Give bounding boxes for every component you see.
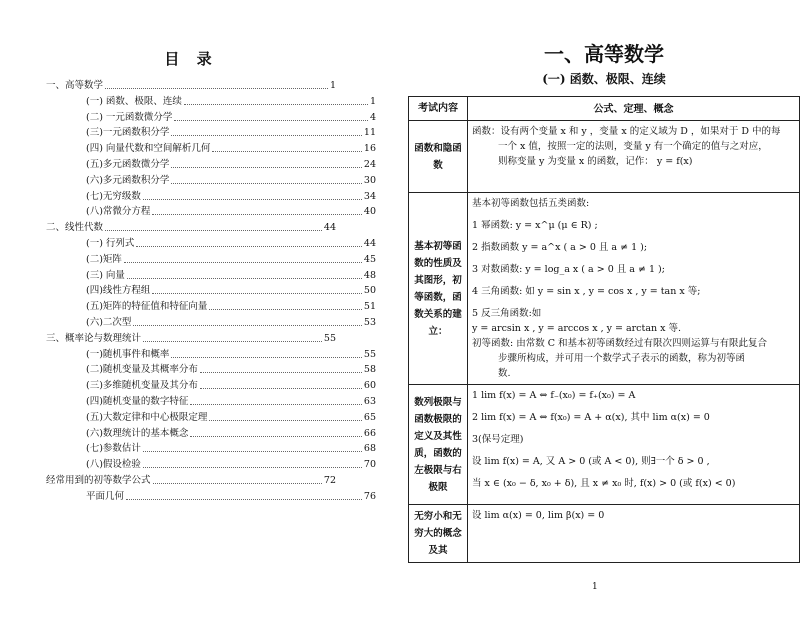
toc-entry-page: 40 — [363, 206, 376, 218]
toc-leader-dots — [190, 426, 361, 437]
formula-cell — [468, 505, 800, 563]
toc-leader-dots — [153, 473, 322, 484]
formula-cell — [468, 385, 800, 505]
toc-leader-dots — [127, 268, 362, 279]
toc-leader-dots — [143, 189, 362, 200]
toc-title: 目 录 — [164, 50, 218, 68]
toc-entry[interactable] — [46, 220, 336, 236]
toc-leader-dots — [174, 110, 368, 121]
formula-line: 设 lim α(x) = 0, lim β(x) = 0 — [472, 510, 605, 521]
toc-entry-label: (四)随机变量的数字特征 — [86, 396, 189, 407]
toc-entry-page: 1 — [369, 95, 376, 107]
toc-entry[interactable] — [46, 362, 376, 378]
table-row — [409, 193, 800, 385]
toc-entry-page: 45 — [363, 253, 376, 265]
topic-cell: 基本初等函数的性质及其图形，初等函数，函数关系的建立： — [409, 193, 468, 385]
toc-leader-dots — [133, 315, 361, 326]
formula-line: 初等函数: 由常数 C 和基本初等函数经过有限次四则运算与有限此复合 — [472, 338, 768, 349]
formula-cell — [468, 193, 800, 385]
toc-entry-label: (四)线性方程组 — [86, 285, 151, 297]
table-body — [409, 121, 800, 563]
toc-entry-page: 53 — [363, 317, 376, 328]
toc-entry-label: (八)常微分方程 — [86, 206, 151, 218]
toc-leader-dots — [200, 378, 362, 389]
toc-entry[interactable] — [46, 473, 336, 489]
toc-entry[interactable] — [46, 378, 376, 394]
toc-entry[interactable] — [46, 268, 376, 284]
toc-entry-label: (二)随机变量及其概率分布 — [86, 364, 198, 376]
formula-line: 步骤所构成，并可用一个数学式子表示的函数，称为初等函 — [498, 353, 746, 364]
toc-entry-page: 1 — [329, 80, 336, 91]
toc-entry-page: 11 — [363, 127, 376, 139]
table-row — [409, 121, 800, 193]
formula-cell — [468, 121, 800, 193]
toc-entry-label: (六)数理统计的基本概念 — [86, 427, 189, 439]
header-formula: 公式、定理、概念 — [468, 97, 800, 121]
toc-entry-page: 16 — [363, 143, 376, 155]
formula-line: 函数：设有两个变量 x 和 y ，变量 x 的定义域为 D ，如果对于 D 中的每 — [472, 126, 781, 137]
formula-line: 设 lim f(x) = A, 又 A > 0 (或 A < 0), 则∃一个 δ > 0 , — [472, 456, 710, 467]
formula-line: 数. — [498, 368, 511, 379]
toc-entry-label: (六)多元函数积分学 — [86, 174, 170, 186]
toc-entry[interactable] — [46, 173, 376, 189]
toc-entry[interactable] — [46, 489, 376, 505]
formula-line: 1 lim f(x) = A ⇔ f₋(x₀) = f₊(x₀) = A — [472, 390, 636, 401]
toc-entry[interactable] — [46, 347, 376, 363]
formula-line: 1 幂函数: y = x^μ (μ ∈ R) ; — [472, 220, 598, 231]
toc-leader-dots — [105, 78, 328, 89]
toc-entry-page: 66 — [363, 427, 376, 439]
toc-entry-page: 68 — [363, 443, 376, 455]
toc-leader-dots — [184, 94, 368, 105]
formula-line: 5 反三角函数:如 — [472, 308, 542, 319]
toc-leader-dots — [171, 347, 361, 358]
topic-cell: 函数和隐函数 — [409, 121, 468, 193]
toc-leader-dots — [152, 283, 361, 294]
toc-entry-page: 44 — [363, 238, 376, 249]
toc-entry[interactable] — [46, 331, 336, 347]
toc-entry-label: (三) 向量 — [86, 269, 125, 281]
toc-entry-label: 经常用到的初等数学公式 — [46, 475, 151, 486]
toc-leader-dots — [171, 157, 361, 168]
toc-entry-page: 63 — [363, 396, 376, 407]
toc-entry-page: 50 — [363, 285, 376, 297]
toc-entry-label: (一) 函数、极限、连续 — [86, 95, 182, 107]
toc-entry-label: (八)假设检验 — [86, 459, 141, 471]
toc-entry[interactable] — [46, 157, 376, 173]
formula-line: 4 三角函数: 如 y = sin x , y = cos x , y = tan x 等; — [472, 286, 701, 297]
toc-entry-label: (五)多元函数微分学 — [86, 159, 170, 170]
toc-entry-label: (五)大数定律和中心极限定理 — [86, 411, 208, 423]
toc-entry-label: (七)参数估计 — [86, 443, 141, 455]
toc-entry[interactable] — [46, 426, 376, 442]
toc-leader-dots — [171, 125, 361, 136]
toc-entry-label: (六)二次型 — [86, 317, 132, 328]
toc-leader-dots — [200, 362, 362, 373]
page-number: 1 — [592, 582, 598, 592]
toc-entry-label: (一) 行列式 — [86, 238, 135, 249]
toc-entry[interactable] — [46, 457, 376, 473]
toc-entry-page: 72 — [323, 475, 336, 486]
chapter-page — [408, 40, 800, 94]
toc-entry-page: 65 — [363, 411, 376, 423]
topic-cell: 无穷小和无穷大的概念及其 — [409, 505, 468, 563]
toc-entry-page: 70 — [363, 459, 376, 471]
toc-leader-dots — [126, 489, 362, 500]
toc-leader-dots — [124, 252, 362, 263]
toc-entry-label: 二、线性代数 — [46, 222, 104, 234]
toc-entry[interactable] — [46, 441, 376, 457]
toc-entry[interactable] — [46, 141, 376, 157]
toc-entry[interactable] — [46, 283, 376, 299]
toc-entry[interactable] — [46, 252, 376, 268]
toc-entry[interactable] — [46, 204, 376, 220]
toc-leader-dots — [136, 236, 361, 247]
table-row — [409, 505, 800, 563]
toc-entry-label: (四) 向量代数和空间解析几何 — [86, 143, 211, 155]
toc-leader-dots — [143, 457, 362, 468]
toc-entry-page: 55 — [323, 332, 336, 344]
formula-line: 一个 x 值，按照一定的法则，变量 y 有一个确定的值与之对应， — [498, 141, 768, 152]
table-header-row — [409, 97, 800, 121]
toc-entry-page: 34 — [363, 190, 376, 202]
section-title: (一) 函数、极限、连续 — [542, 72, 666, 86]
toc-entry-page: 24 — [363, 159, 376, 170]
toc-leader-dots — [209, 299, 361, 310]
toc-leader-dots — [105, 220, 322, 231]
toc-entry[interactable] — [46, 189, 376, 205]
toc-entry-label: 三、概率论与数理统计 — [46, 332, 142, 344]
formula-line: 则称变量 y 为变量 x 的函数，记作： y = f(x) — [498, 156, 693, 167]
toc-entry[interactable] — [46, 394, 376, 410]
toc-entry-page: 60 — [363, 380, 376, 392]
formula-line: 3(保号定理) — [472, 434, 524, 445]
toc-entry-page: 4 — [369, 111, 376, 123]
toc-entry-label: (三)一元函数积分学 — [86, 127, 170, 139]
formula-line: 基本初等函数包括五类函数: — [472, 198, 590, 209]
toc-entry-label: 平面几何 — [86, 490, 125, 502]
toc-entry-page: 51 — [363, 301, 376, 313]
toc-entry-label: (三)多维随机变量及其分布 — [86, 380, 198, 392]
toc-entry-label: (二) 一元函数微分学 — [86, 111, 173, 123]
formula-line: 2 lim f(x) = A ⇔ f(x₀) = A + α(x), 其中 lim α(x) = 0 — [472, 412, 710, 423]
table-of-contents — [46, 48, 336, 79]
toc-entry-label: 一、高等数学 — [46, 80, 104, 91]
toc-entry[interactable] — [46, 299, 376, 315]
toc-entry[interactable] — [46, 410, 376, 426]
toc-entry-page: 58 — [363, 364, 376, 376]
toc-entry[interactable] — [46, 78, 336, 94]
toc-entry[interactable] — [46, 125, 376, 141]
toc-leader-dots — [152, 204, 361, 215]
toc-entry-page: 44 — [323, 222, 336, 234]
formula-line: 3 对数函数: y = log_a x ( a > 0 且 a ≠ 1 ); — [472, 264, 665, 275]
table-row — [409, 385, 800, 505]
toc-entry[interactable] — [46, 110, 376, 126]
toc-entry-page: 30 — [363, 174, 376, 186]
toc-leader-dots — [209, 410, 361, 421]
toc-entry-label: (二)矩阵 — [86, 253, 122, 265]
toc-entry[interactable] — [46, 236, 376, 252]
toc-entry-label: (五)矩阵的特征值和特征向量 — [86, 301, 208, 313]
header-topic: 考试内容 — [409, 97, 468, 121]
toc-entry-label: (一)随机事件和概率 — [86, 348, 170, 360]
topic-cell: 数列极限与函数极限的定义及其性质，函数的左极限与右极限 — [409, 385, 468, 505]
formula-line: 2 指数函数 y = a^x ( a > 0 且 a ≠ 1 ); — [472, 242, 648, 253]
toc-leader-dots — [212, 141, 361, 152]
toc-entry[interactable] — [46, 315, 376, 331]
toc-entry[interactable] — [46, 94, 376, 110]
toc-entry-label: (七)无穷级数 — [86, 190, 141, 202]
toc-leader-dots — [143, 441, 362, 452]
toc-entry-page: 55 — [363, 348, 376, 360]
toc-leader-dots — [171, 173, 361, 184]
toc-entry-page: 48 — [363, 269, 376, 281]
formula-line: 当 x ∈ (x₀ − δ, x₀ + δ), 且 x ≠ x₀ 时, f(x) > 0 (或 f(x) < 0) — [472, 478, 736, 489]
chapter-title: 一、高等数学 — [544, 42, 664, 66]
formula-line: y = arcsin x , y = arccos x , y = arctan x 等. — [472, 323, 682, 334]
toc-leader-dots — [190, 394, 361, 405]
toc-entry-page: 76 — [363, 490, 376, 502]
toc-leader-dots — [143, 331, 322, 342]
formula-table — [408, 96, 800, 563]
